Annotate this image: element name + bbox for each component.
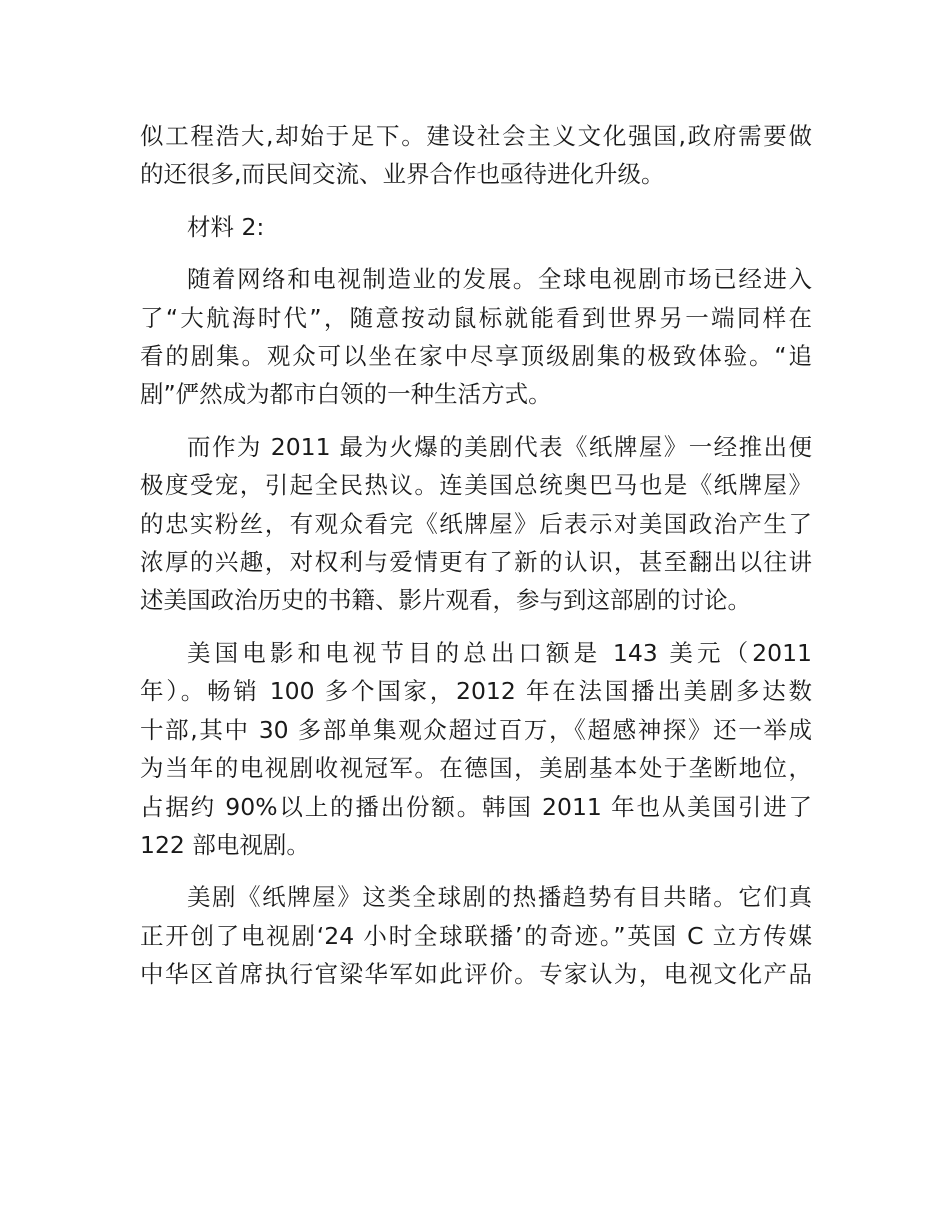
text-line: 浓厚的兴趣，对权利与爱情更有了新的认识，甚至翻出以往讲	[140, 548, 812, 577]
paragraph-export-figures	[140, 634, 812, 864]
text-line: 年）。畅销 100 多个国家，2012 年在法国播出美剧多达数	[140, 677, 812, 706]
text-line: 的还很多,而民间交流、业界合作也亟待进化升级。	[140, 160, 665, 189]
text-line: 了“大航海时代”，随意按动鼠标就能看到世界另一端同样在	[140, 303, 812, 332]
text-line: 似工程浩大,却始于足下。建设社会主义文化强国,政府需要做	[140, 122, 812, 150]
text-line: 美国电影和电视节目的总出口额是 143 美元（2011	[187, 638, 812, 667]
paragraph-global-drama	[140, 878, 812, 993]
paragraph-house-of-cards	[140, 428, 812, 620]
text-line: 剧”俨然成为都市白领的一种生活方式。	[140, 380, 552, 409]
text-line: 看的剧集。观众可以坐在家中尽享顶级剧集的极致体验。“追	[140, 342, 812, 371]
document-page	[140, 117, 812, 1008]
text-line: 十部,其中 30 多部单集观众超过百万，《超感神探》还一举成	[140, 715, 812, 744]
text-line: 中华区首席执行官梁华军如此评价。专家认为，电视文化产品	[140, 960, 812, 989]
text-line: 占据约 90%以上的播出份额。韩国 2011 年也从美国引进了	[140, 792, 812, 821]
text-line: 极度受宠，引起全民热议。连美国总统奥巴马也是《纸牌屋》	[140, 471, 812, 500]
text-line: 的忠实粉丝，有观众看完《纸牌屋》后表示对美国政治产生了	[140, 509, 812, 538]
material-label	[140, 208, 812, 246]
text-line: 述美国政治历史的书籍、影片观看，参与到这部剧的讨论。	[140, 586, 751, 615]
text-line: 为当年的电视剧收视冠军。在德国，美剧基本处于垄断地位，	[140, 754, 812, 783]
text-line: 美剧《纸牌屋》这类全球剧的热播趋势有目共睹。它们真	[187, 883, 812, 912]
paragraph-network-tv	[140, 260, 812, 414]
text-line: 正开创了电视剧‘24 小时全球联播’的奇迹。”英国 C 立方传媒	[140, 921, 812, 950]
text-line: 122 部电视剧。	[140, 830, 310, 859]
text-line: 而作为 2011 最为火爆的美剧代表《纸牌屋》一经推出便	[187, 432, 812, 461]
text-line: 随着网络和电视制造业的发展。全球电视剧市场已经进入	[187, 265, 812, 294]
material-label-text: 材料 2:	[187, 212, 265, 241]
paragraph-continuation	[140, 117, 812, 194]
